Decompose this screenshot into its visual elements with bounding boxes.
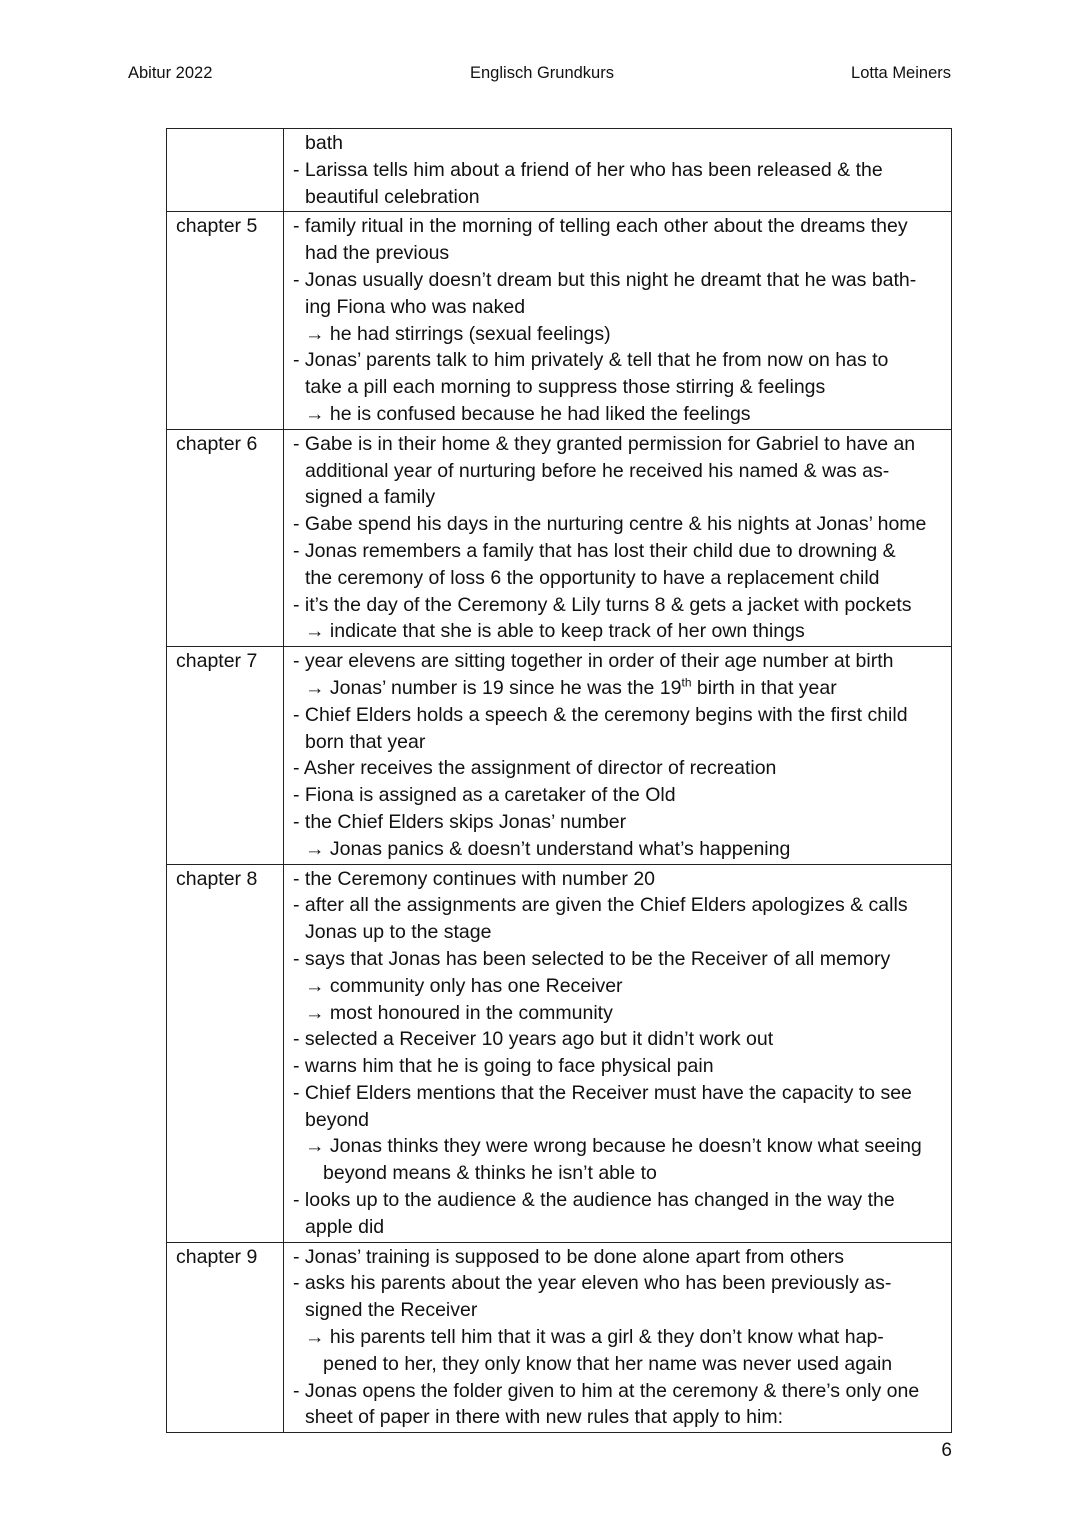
summary-line: - it’s the day of the Ceremony & Lily turns 8 & gets a jacket with pockets [293, 593, 912, 616]
summary-line: - asks his parents about the year eleven who has been previously as- [293, 1272, 892, 1295]
chapter-cell: chapter 5 [167, 212, 284, 429]
summary-line: signed the Receiver [305, 1299, 478, 1322]
summary-cell [284, 429, 952, 646]
table-row [167, 429, 952, 646]
summary-line: pened to her, they only know that her name was never used again [323, 1352, 893, 1375]
chapter-summary-table [166, 128, 952, 1433]
summary-cell [284, 212, 952, 429]
summary-line: - Gabe is in their home & they granted permission for Gabriel to have an [293, 432, 916, 455]
summary-line: the ceremony of loss 6 the opportunity to have a replacement child [305, 566, 880, 589]
summary-cell [284, 129, 952, 212]
page-number: 6 [941, 1440, 952, 1461]
summary-line: take a pill each morning to suppress those stirring & feelings [305, 376, 826, 399]
chapter-cell: chapter 9 [167, 1242, 284, 1433]
table-row [167, 1242, 952, 1433]
summary-line: - Chief Elders mentions that the Receiver must have the capacity to see [293, 1081, 912, 1104]
chapter-cell: chapter 6 [167, 429, 284, 646]
summary-arrow-line: → his parents tell him that it was a girl & they don’t know what hap- [305, 1326, 884, 1349]
summary-line: beyond means & thinks he isn’t able to [323, 1162, 657, 1185]
arrow-icon: → [305, 1326, 325, 1349]
summary-arrow-line: → most honoured in the community [305, 1001, 613, 1024]
summary-line: - Chief Elders holds a speech & the ceremony begins with the first child [293, 703, 908, 726]
arrow-icon: → [305, 620, 325, 643]
summary-line: ing Fiona who was naked [305, 295, 526, 318]
summary-line: - the Ceremony continues with number 20 [293, 867, 656, 890]
summary-line: - looks up to the audience & the audience has changed in the way the [293, 1189, 895, 1212]
summary-line: - warns him that he is going to face physical pain [293, 1055, 714, 1078]
summary-line: - Jonas’ parents talk to him privately & tell that he from now on has to [293, 349, 889, 372]
summary-line: born that year [305, 730, 426, 753]
summary-arrow-line: → community only has one Receiver [305, 974, 623, 997]
summary-arrow-line: → Jonas panics & doesn’t understand what’s happening [305, 837, 791, 860]
summary-line: signed a family [305, 486, 436, 509]
table-row [167, 212, 952, 429]
arrow-icon: → [305, 974, 325, 997]
summary-arrow-line: → he had stirrings (sexual feelings) [305, 322, 611, 345]
summary-line: - Jonas’ training is supposed to be done alone apart from others [293, 1245, 845, 1268]
table-row [167, 129, 952, 212]
chapter-cell: chapter 8 [167, 864, 284, 1242]
summary-line: beautiful celebration [305, 185, 480, 208]
arrow-icon: → [305, 837, 325, 860]
summary-line: - Asher receives the assignment of director of recreation [293, 757, 777, 780]
summary-line: bath [305, 132, 343, 154]
summary-line: - Gabe spend his days in the nurturing centre & his nights at Jonas’ home [293, 513, 927, 536]
summary-line: additional year of nurturing before he received his named & was as- [305, 459, 890, 482]
summary-line: - Fiona is assigned as a caretaker of the Old [293, 784, 676, 807]
chapter-cell [167, 129, 284, 212]
summary-cell [284, 1242, 952, 1433]
summary-arrow-line: → he is confused because he had liked the feelings [305, 402, 751, 425]
arrow-icon: → [305, 676, 325, 699]
summary-line: - Larissa tells him about a friend of her who has been released & the [293, 158, 883, 181]
chapter-cell: chapter 7 [167, 647, 284, 864]
summary-line: - year elevens are sitting together in order of their age number at birth [293, 650, 894, 673]
summary-line: - says that Jonas has been selected to be the Receiver of all memory [293, 947, 891, 970]
summary-cell [284, 647, 952, 864]
summary-line: - selected a Receiver 10 years ago but it didn’t work out [293, 1028, 774, 1051]
summary-line: had the previous [305, 242, 450, 265]
arrow-icon: → [305, 1001, 325, 1024]
summary-line: - Jonas opens the folder given to him at the ceremony & there’s only one [293, 1379, 920, 1402]
arrow-icon: → [305, 1135, 325, 1158]
summary-cell [284, 864, 952, 1242]
table-row [167, 864, 952, 1242]
summary-line: - Jonas usually doesn’t dream but this night he dreamt that he was bath- [293, 268, 917, 291]
summary-arrow-line: → Jonas thinks they were wrong because he doesn’t know what seeing [305, 1135, 922, 1158]
summary-line: beyond [305, 1108, 369, 1131]
arrow-icon: → [305, 402, 325, 425]
summary-arrow-line: → Jonas’ number is 19 since he was the 19th birth in that year [305, 675, 837, 699]
header-left: Abitur 2022 [128, 64, 213, 82]
summary-line: - the Chief Elders skips Jonas’ number [293, 810, 627, 833]
header-right: Lotta Meiners [851, 64, 951, 82]
summary-line: - family ritual in the morning of telling each other about the dreams they [293, 215, 908, 238]
summary-line: - Jonas remembers a family that has lost their child due to drowning & [293, 539, 896, 562]
summary-line: apple did [305, 1215, 385, 1238]
header-center: Englisch Grundkurs [470, 64, 614, 82]
summary-line: Jonas up to the stage [305, 921, 492, 944]
summary-line: sheet of paper in there with new rules that apply to him: [305, 1406, 784, 1429]
table-row [167, 647, 952, 864]
summary-arrow-line: → indicate that she is able to keep track of her own things [305, 620, 805, 643]
summary-line: - after all the assignments are given the Chief Elders apologizes & calls [293, 894, 908, 917]
arrow-icon: → [305, 322, 325, 345]
